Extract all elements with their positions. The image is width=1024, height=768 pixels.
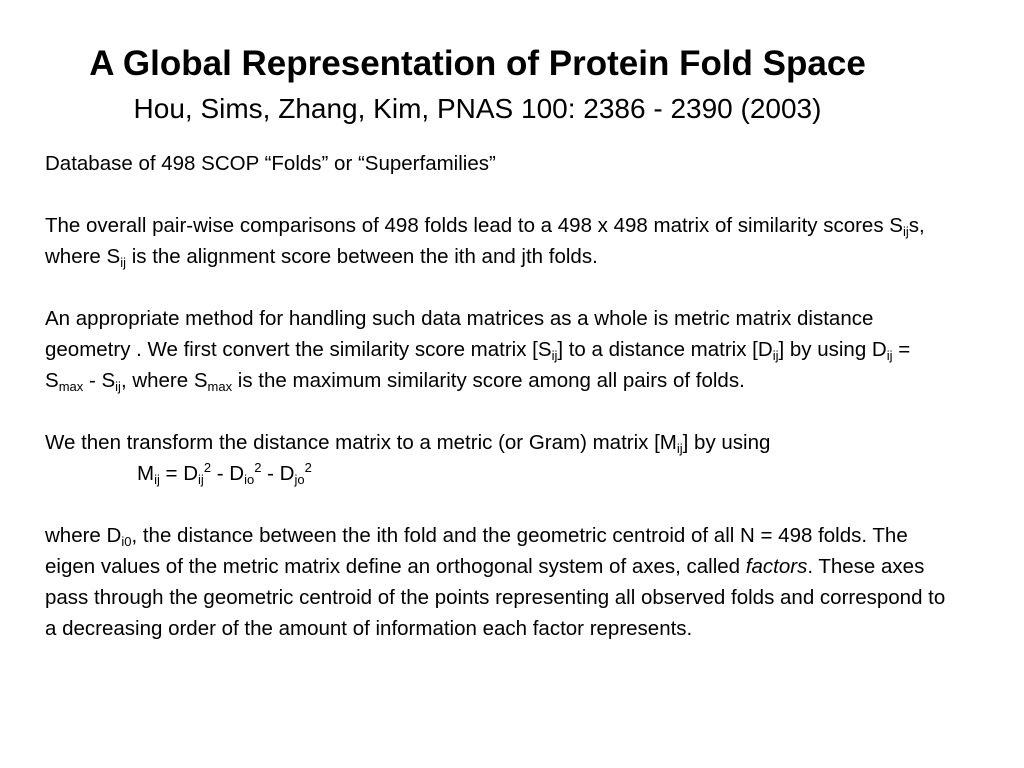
text-segment: We then transform the distance matrix to a metric (or Gram) matrix [M xyxy=(45,431,677,454)
eq-segment: - D xyxy=(211,462,245,485)
paragraph-spacer xyxy=(45,272,950,303)
subscript: ij xyxy=(551,348,558,363)
subscript: io xyxy=(244,472,255,487)
superscript: 2 xyxy=(304,460,312,475)
text-segment: The overall pair-wise comparisons of 498 folds lead to a 498 x 498 matrix of similarity scores S xyxy=(45,214,903,237)
subscript: max xyxy=(58,379,84,394)
paragraph-distance-geometry xyxy=(45,303,950,396)
subscript: ij xyxy=(772,348,779,363)
text-segment: where D xyxy=(45,524,122,547)
eq-segment: - D xyxy=(261,462,295,485)
text-segment: An appropriate method for handling such data matrices as a whole is metric matrix distance geometry . We first convert the similarity score matrix [S xyxy=(45,307,874,361)
paragraph-metric-matrix xyxy=(45,427,950,489)
database-text: Database of 498 SCOP “Folds” or “Superfamilies” xyxy=(45,152,496,175)
paragraph-spacer xyxy=(45,489,950,520)
superscript: 2 xyxy=(203,460,212,475)
text-segment: is the maximum similarity score among all pairs of folds. xyxy=(232,369,745,392)
text-segment: is the alignment score between the ith and jth folds. xyxy=(126,245,598,268)
paragraph-eigenvalues xyxy=(45,520,950,644)
superscript: 2 xyxy=(254,460,262,475)
subscript: max xyxy=(207,379,233,394)
text-segment: s, where S xyxy=(45,214,925,268)
text-segment: . These axes pass through the geometric centroid of the points representing all observed folds and correspond to a decreasing order of the amount of information each factor represents. xyxy=(45,555,946,640)
metric-equation xyxy=(137,458,312,489)
paragraph-database xyxy=(45,148,950,179)
paragraph-spacer xyxy=(45,396,950,427)
subscript: ij xyxy=(676,441,683,456)
text-segment: ] to a distance matrix [D xyxy=(557,338,773,361)
subscript: ij xyxy=(198,472,204,487)
paragraph-pairwise xyxy=(45,210,950,272)
subscript: i0 xyxy=(121,534,132,549)
text-segment: ] by using D xyxy=(778,338,887,361)
subscript: ij xyxy=(902,224,909,239)
text-segment: , where S xyxy=(120,369,208,392)
subscript: ij xyxy=(154,472,160,487)
eq-symbol: M xyxy=(137,462,155,485)
subscript: ij xyxy=(886,348,893,363)
text-segment: = S xyxy=(45,338,911,392)
subscript: ij xyxy=(120,255,126,270)
factors-emphasis: factors xyxy=(745,555,808,578)
citation-subtitle: Hou, Sims, Zhang, Kim, PNAS 100: 2386 - 2390 (2003) xyxy=(133,93,822,124)
text-segment: ] by using xyxy=(682,431,771,454)
subscript: jo xyxy=(294,472,305,487)
slide-title: A Global Representation of Protein Fold Space xyxy=(89,44,866,83)
text-segment: , the distance between the ith fold and the geometric centroid of all N = 498 folds. The eigen values of the metric matrix define an orthogonal system of axes, called xyxy=(45,524,908,578)
eq-segment: = D xyxy=(159,462,199,485)
text-segment: - S xyxy=(83,369,116,392)
subscript: ij xyxy=(115,379,121,394)
slide-body xyxy=(45,148,950,644)
paragraph-spacer xyxy=(45,179,950,210)
